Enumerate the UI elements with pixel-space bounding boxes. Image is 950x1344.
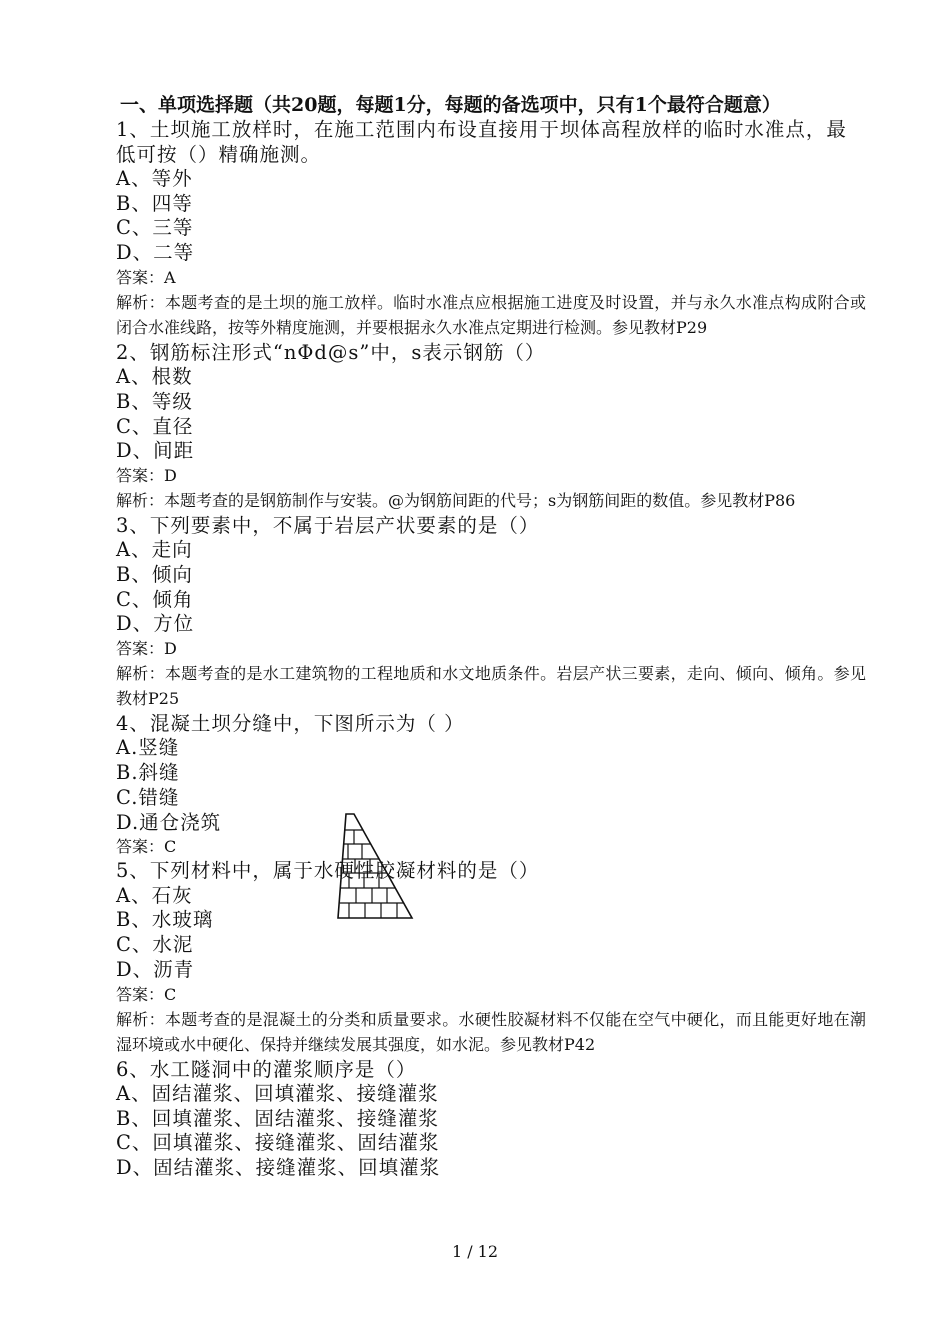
question-block-5 <box>116 859 866 1057</box>
option-d: D、固结灌浆、接缝灌浆、回填灌浆 <box>116 1156 441 1180</box>
option-d: D.通仓浇筑 <box>116 810 222 834</box>
staggered-joint-lines <box>340 830 404 918</box>
question-stem: 4、混凝土坝分缝中，下图所示为（ ） <box>116 711 465 735</box>
question-stem: 5、下列材料中，属于水硬性胶凝材料的是（） <box>116 859 540 883</box>
option-c: C、回填灌浆、接缝灌浆、固结灌浆 <box>116 1131 440 1155</box>
question-block-3 <box>116 514 866 712</box>
option-d: D、方位 <box>116 612 195 636</box>
page-number: 1 / 12 <box>451 1242 499 1261</box>
option-d: D、二等 <box>116 241 195 265</box>
option-c: C、三等 <box>116 216 194 240</box>
option-c: C、倾角 <box>116 587 194 611</box>
analysis-text: 解析：本题考查的是钢筋制作与安装。@为钢筋间距的代号；s为钢筋间距的数值。参见教材P86 <box>116 491 796 511</box>
option-d: D、间距 <box>116 439 195 463</box>
option-a: A、走向 <box>116 538 193 562</box>
answer-line: 答案：C <box>116 984 177 1004</box>
answer-line: 答案：D <box>116 466 177 486</box>
question-block-2 <box>116 341 866 514</box>
answer-line: 答案：C <box>116 837 177 857</box>
option-a: A.竖缝 <box>116 736 180 760</box>
question-stem: 3、下列要素中，不属于岩层产状要素的是（） <box>116 513 540 537</box>
question-block-1 <box>116 118 866 341</box>
option-a: A、固结灌浆、回填灌浆、接缝灌浆 <box>116 1082 439 1106</box>
option-b: B、回填灌浆、固结灌浆、接缝灌浆 <box>116 1106 439 1130</box>
option-c: C.错缝 <box>116 785 180 809</box>
analysis-text: 解析：本题考查的是水工建筑物的工程地质和水文地质条件。岩层产状三要素，走向、倾向、倾角。参见教材P25 <box>116 663 866 709</box>
option-a: A、等外 <box>116 167 193 190</box>
option-b: B、四等 <box>116 191 193 215</box>
answer-line: 答案：A <box>116 267 176 287</box>
option-b: B、等级 <box>116 390 193 414</box>
question-stem: 6、水工隧洞中的灌浆顺序是（） <box>116 1057 417 1081</box>
analysis-text: 解析：本题考查的是土坝的施工放样。临时水准点应根据施工进度及时设置，并与永久水准点构成附合或闭合水准线路，按等外精度施测，并要根据永久水准点定期进行检测。参见教材P29 <box>116 292 866 338</box>
analysis-text: 解析：本题考查的是混凝土的分类和质量要求。水硬性胶凝材料不仅能在空气中硬化，而且能更好地在潮湿环境或水中硬化、保持并继续发展其强度，如水泥。参见教材P42 <box>116 1009 866 1055</box>
option-c: C、水泥 <box>116 933 194 957</box>
option-d: D、沥青 <box>116 957 195 981</box>
question-stem: 1、土坝施工放样时，在施工范围内布设直接用于坝体高程放样的临时水准点，最低可按（）精确施测。 <box>116 118 847 166</box>
option-b: B、水玻璃 <box>116 908 214 932</box>
option-a: A、根数 <box>116 365 193 389</box>
document-page <box>116 92 866 1181</box>
question-block-6 <box>116 1058 866 1181</box>
option-c: C、直径 <box>116 414 194 438</box>
section-title: 一、单项选择题（共20题，每题1分，每题的备选项中，只有1个最符合题意） <box>120 94 781 116</box>
question-block-4 <box>116 712 866 859</box>
option-b: B.斜缝 <box>116 761 180 785</box>
answer-line: 答案：D <box>116 638 177 658</box>
dam-joint-figure <box>334 812 414 920</box>
option-b: B、倾向 <box>116 562 193 586</box>
option-a: A、石灰 <box>116 883 193 907</box>
question-stem: 2、钢筋标注形式“nΦd@s”中，s表示钢筋（） <box>116 340 546 364</box>
